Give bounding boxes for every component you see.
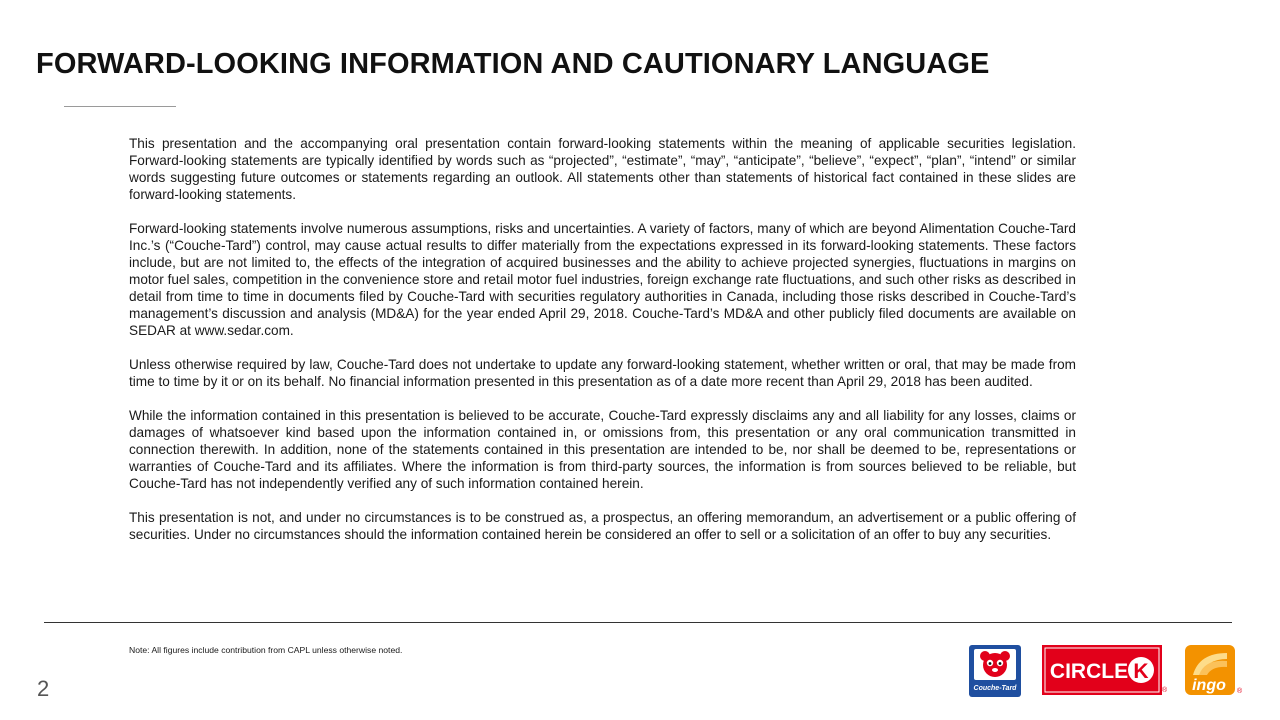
ingo-registered-mark: ® [1237, 688, 1243, 695]
couche-tard-logo-icon [969, 645, 1021, 697]
footer-note: Note: All figures include contribution from CAPL unless otherwise noted. [129, 645, 403, 655]
circle-k-logo [1042, 645, 1168, 695]
circle-k-logo-icon [1042, 645, 1162, 695]
paragraph-2: Forward-looking statements involve numerous assumptions, risks and uncertainties. A variety of factors, many of which are beyond Alimentation Couche-Tard Inc.’s (“Couche-Tard”) control, may cause actual results to differ materially from the expectations expressed in its forward-looking statements. These factors include, but are not limited to, the effects of the integration of acquired businesses and the ability to achieve projected synergies, fluctuations in margins on motor fuel sales, competition in the convenience store and retail motor fuel industries, foreign exchange rate fluctuations, and such other risks as described in detail from time to time in documents filed by Couche-Tard with securities regulatory authorities in Canada, including those risks described in Couche-Tard’s management’s discussion and analysis (MD&A) for the year ended April 29, 2018. Couche-Tard’s MD&A and other publicly filed documents are available on SEDAR at www.sedar.com. [129, 221, 1076, 338]
circle-k-registered-mark: ® [1162, 687, 1168, 694]
footer-divider [44, 622, 1232, 623]
ingo-logo [1185, 645, 1235, 695]
slide-title: FORWARD-LOOKING INFORMATION AND CAUTIONARY LANGUAGE [36, 48, 990, 80]
paragraph-4: While the information contained in this presentation is believed to be accurate, Couche-Tard expressly disclaims any and all liability for any losses, claims or damages of whatsoever kind based upon the information contained in, or omissions from, this presentation or any oral communication transmitted in connection therewith. In addition, none of the statements contained in this presentation are intended to be, nor shall be deemed to be, representations or warranties of Couche-Tard and its affiliates. Where the information is from third-party sources, the information is from sources believed to be reliable, but Couche-Tard has not independently verified any of such information contained herein. [129, 408, 1076, 491]
disclaimer-body [129, 135, 1076, 543]
paragraph-3: Unless otherwise required by law, Couche-Tard does not undertake to update any forward-looking statement, whether written or oral, that may be made from time to time by it or on its behalf. No financial information presented in this presentation as of a date more recent than April 29, 2018 has been audited. [129, 357, 1076, 389]
page-number: 2 [37, 676, 50, 701]
ingo-logo-text: ingo [1192, 677, 1226, 694]
ingo-logo-icon [1185, 645, 1235, 695]
title-underline [64, 106, 176, 107]
svg-text:CIRCLE: CIRCLE [1049, 660, 1129, 683]
couche-tard-logo [969, 645, 1021, 697]
paragraph-1: This presentation and the accompanying oral presentation contain forward-looking statements within the meaning of applicable securities legislation. Forward-looking statements are typically identified by words such as “projected”, “estimate”, “may”, “anticipate”, “believe”, “expect”, “plan”, “intend” or similar words suggesting future outcomes or statements regarding an outlook. All statements other than statements of historical fact contained in these slides are forward-looking statements. [129, 136, 1076, 202]
svg-text:K: K [1133, 660, 1149, 683]
couche-tard-logo-text: Couche-Tard [973, 685, 1017, 692]
paragraph-5: This presentation is not, and under no circumstances is to be construed as, a prospectus, an offering memorandum, an advertisement or a public offering of securities. Under no circumstances should the information contained herein be considered an offer to sell or a solicitation of an offer to buy any securities. [129, 510, 1076, 542]
